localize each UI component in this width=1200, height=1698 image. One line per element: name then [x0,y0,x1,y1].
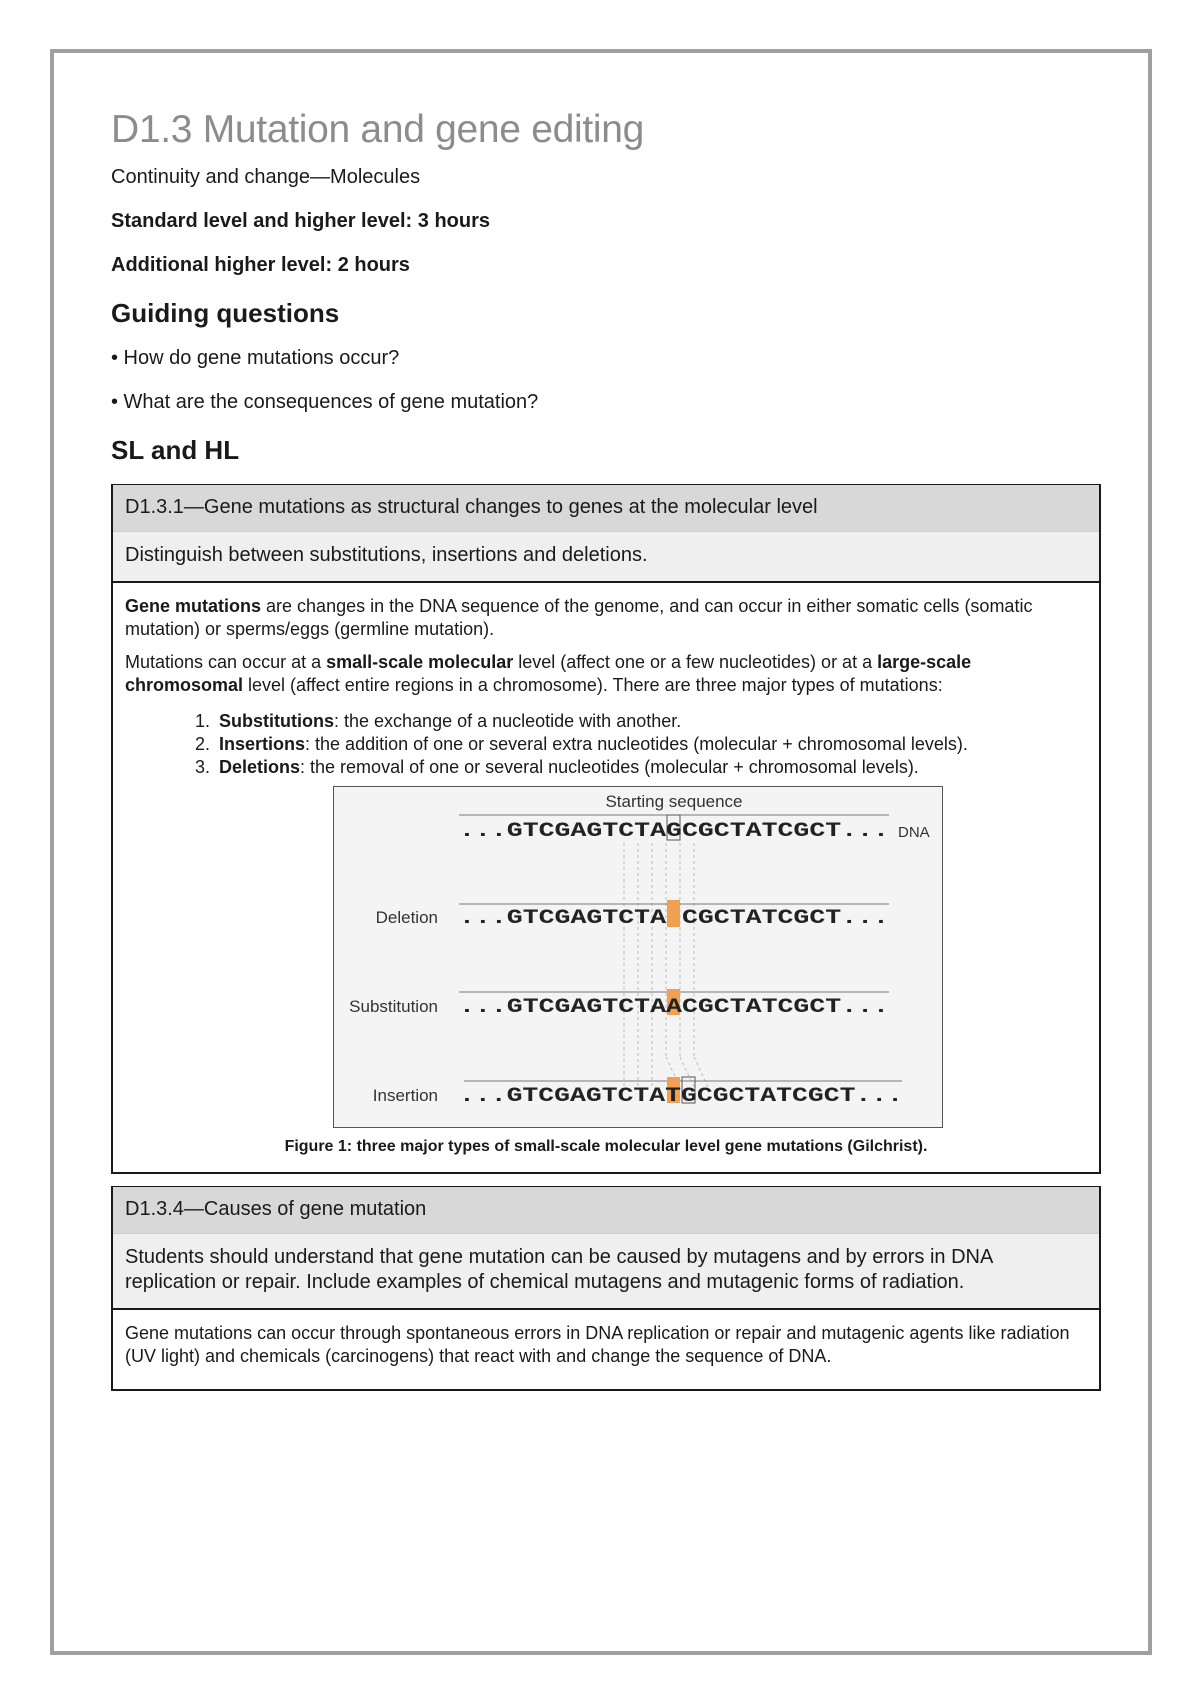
term-gene-mutations: Gene mutations [125,596,262,616]
dna-label: DNA [898,823,930,841]
substitution-sequence: ...GTCGAGTCTAACGCTATCGCT... [459,995,889,1019]
mutation-diagram [334,787,942,1127]
list-item [215,710,1087,733]
understanding-box-d131 [111,484,1101,1174]
term: Deletions [219,757,301,778]
alignment-guides [624,843,708,1087]
box-guidance: Distinguish between substitutions, insertions and deletions. [113,531,1099,583]
deletion-sequence: ...GTCGAGTCTA CGCTATCGCT... [459,906,889,930]
paragraph-text: are changes in the DNA sequence of the genome, and can occur in either somatic cells (somatic mutation) or sperms/eggs (germline mutation). [125,596,1033,640]
box-body [113,1310,1099,1390]
mutation-figure [333,786,943,1128]
figure-caption: Figure 1: three major types of small-scale molecular level gene mutations (Gilchrist). [284,1137,928,1155]
list-item [215,733,1087,756]
text: level (affect entire regions in a chromosome). There are three major types of mutations: [243,675,943,696]
text: : the exchange of a nucleotide with another. [334,710,682,731]
box-header: D1.3.4—Causes of gene mutation [113,1187,1099,1233]
term-large-scale: large-scale chromosomal [125,651,972,696]
paragraph-scales [125,651,1087,698]
starting-sequence: ...GTCGAGTCTAGCGCTATCGCT... [459,819,889,843]
text: : the addition of one or several extra nucleotides (molecular + chromosomal levels). [305,733,968,754]
document-content [111,108,1101,1403]
text: level (affect one or a few nucleotides) or at a [513,651,878,672]
paragraph-causes: Gene mutations can occur through spontaneous errors in DNA replication or repair and mutagenic agents like radiation (UV light) and chemicals (carcinogens) that react with and change the sequence of DNA. [125,1322,1070,1366]
text: : the removal of one or several nucleotides (molecular + chromosomal levels). [300,757,919,778]
paragraph-gene-mutations [125,595,1087,642]
substitution-label: Substitution [349,996,438,1016]
sl-hl-heading: SL and HL [111,435,240,465]
term: Insertions [219,733,306,754]
text: Mutations can occur at a [125,651,327,672]
term: Substitutions [219,710,334,731]
theme-line: Continuity and change—Molecules [111,166,421,188]
term-small-scale: small-scale molecular [326,651,514,672]
insertion-sequence: ...GTCGAGTCTATGCGCTATCGCT... [459,1084,903,1108]
ahl-hours: Additional higher level: 2 hours [111,254,410,276]
list-item [215,756,1087,779]
sl-hl-hours: Standard level and higher level: 3 hours [111,210,490,232]
mutation-types-list [125,710,1087,780]
guiding-question-1: • How do gene mutations occur? [111,347,400,369]
page-title: D1.3 Mutation and gene editing [111,108,645,151]
starting-sequence-label: Starting sequence [605,791,743,811]
guiding-question-2: • What are the consequences of gene mutation? [111,391,539,413]
understanding-box-d134 [111,1186,1101,1392]
deletion-label: Deletion [375,907,438,927]
insertion-label: Insertion [372,1085,438,1105]
box-guidance: Students should understand that gene mutation can be caused by mutagens and by errors in DNA replication or repair. Include examples of chemical mutagens and mutagenic forms of radiation. [113,1233,1099,1310]
box-header: D1.3.1—Gene mutations as structural changes to genes at the molecular level [113,485,1099,531]
box-body [113,583,1099,1172]
guiding-questions-heading: Guiding questions [111,298,340,328]
